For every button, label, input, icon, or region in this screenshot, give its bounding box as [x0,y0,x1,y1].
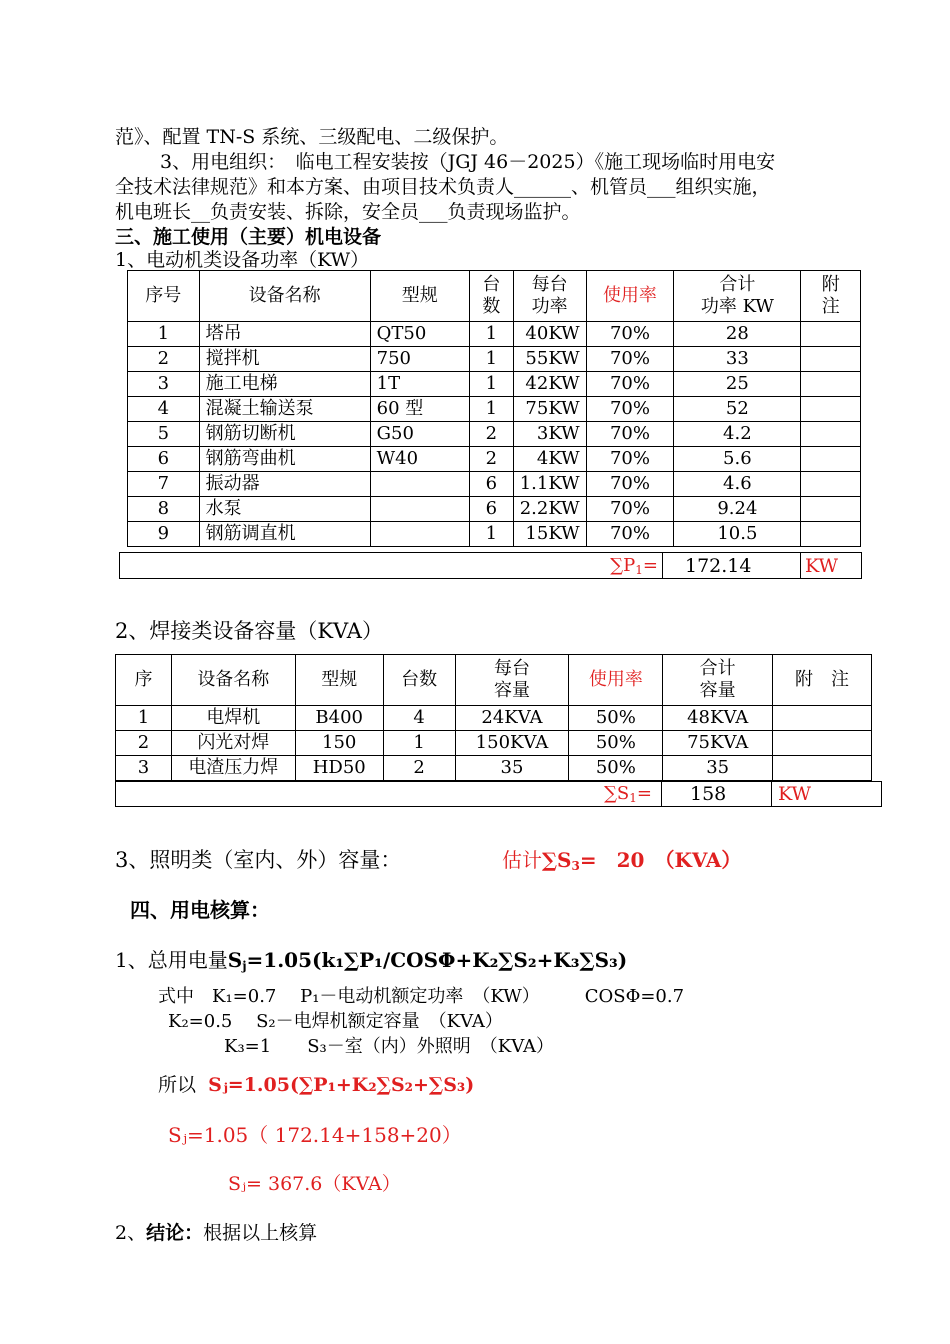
header-name: 设备名称 [171,655,295,706]
table-cell: 75KW [513,397,586,422]
table-cell: 70% [586,447,674,472]
table-cell [801,497,861,522]
intro-line-2: 3、用电组织： 临电工程安装按（JGJ 46－2025）《施工现场临时用电安 [160,151,776,173]
table-cell: 3KW [513,422,586,447]
table-cell: 电渣压力焊 [171,756,295,781]
table-cell [370,497,469,522]
table-cell: 48KVA [663,706,773,731]
header-unit-capacity: 每台 容量 [455,655,569,706]
table-cell: 52 [674,397,801,422]
table-cell: 闪光对焊 [171,731,295,756]
header-usage-rate: 使用率 [569,655,663,706]
table-row [128,422,861,447]
table-cell: 28 [674,322,801,347]
table-cell: 35 [455,756,569,781]
lighting-estimate: 估计$\sum S_3=$ 20 （KVA） [502,848,742,873]
table-cell: 1 [383,731,455,756]
table-cell: 钢筋切断机 [199,422,370,447]
table-cell: 2.2KW [513,497,586,522]
table-cell: 4 [128,397,200,422]
table-cell [801,472,861,497]
table-cell [801,372,861,397]
table2-sum-label: $\sum S_1=$ [604,783,652,805]
table-row [116,706,872,731]
where-line-1: 式中 K₁=0.7 P₁－电动机额定功率 （KW） COSΦ=0.7 [158,986,685,1007]
table-cell [801,347,861,372]
calc-line-1: Sⱼ=1.05（ 172.14+158+20） [168,1123,462,1147]
table-cell: HD50 [295,756,383,781]
table1-sum-unit: KW [805,554,839,577]
table-cell [801,447,861,472]
table-cell: 4 [383,706,455,731]
header-count: 台 数 [469,271,513,322]
table-cell: 24KVA [455,706,569,731]
table-cell: 4.6 [674,472,801,497]
table-cell: 35 [663,756,773,781]
where-line-3: K₃=1 S₃－室（内）外照明 （KVA） [224,1036,554,1057]
table-cell: 70% [586,522,674,547]
table-cell: 75KVA [663,731,773,756]
table1-sum-value: 172.14 [685,554,752,577]
table-cell: 3 [116,756,172,781]
table-cell: 1 [469,397,513,422]
table-cell: 1 [128,322,200,347]
header-index: 序 [116,655,172,706]
table-cell: G50 [370,422,469,447]
table-cell: 15KW [513,522,586,547]
table-cell: 6 [469,497,513,522]
table-cell: 50% [569,756,663,781]
table-cell: 2 [469,447,513,472]
calc-line-2: Sⱼ= 367.6（KVA） [228,1173,401,1195]
table-cell: 50% [569,731,663,756]
table2-sum-unit: KW [778,783,812,805]
header-total-power: 合计 功率 KW [674,271,801,322]
table2-caption: 2、焊接类设备容量（KVA） [115,619,383,643]
table2-sum-unit-cell [771,782,881,806]
table-cell: 搅拌机 [199,347,370,372]
lighting-label: 3、照明类（室内、外）容量： [115,848,402,872]
header-index: 序号 [128,271,200,322]
table-cell: QT50 [370,322,469,347]
table-row [116,731,872,756]
table-cell: 70% [586,497,674,522]
table-cell: 混凝土输送泵 [199,397,370,422]
table-cell: 33 [674,347,801,372]
table-cell: 1 [116,706,172,731]
header-remark: 附 注 [773,655,872,706]
table-cell [801,422,861,447]
table-cell: 7 [128,472,200,497]
table-cell: W40 [370,447,469,472]
header-name: 设备名称 [199,271,370,322]
table-cell: 1 [469,322,513,347]
table-cell: 25 [674,372,801,397]
table-cell: 4KW [513,447,586,472]
table-cell: 40KW [513,322,586,347]
table-cell: 钢筋弯曲机 [199,447,370,472]
table-cell: 5 [128,422,200,447]
table-cell: 1 [469,372,513,397]
table1-caption: 1、电动机类设备功率（KW） [115,249,370,271]
table-cell: 8 [128,497,200,522]
table-cell: 70% [586,472,674,497]
table-cell: 60 型 [370,397,469,422]
table-cell: 钢筋调直机 [199,522,370,547]
table-cell [801,397,861,422]
table-cell: 150 [295,731,383,756]
table1-header-row [128,271,861,322]
table-cell: 6 [469,472,513,497]
header-model: 型规 [295,655,383,706]
table-cell: 5.6 [674,447,801,472]
table-row [128,522,861,547]
table-row [128,322,861,347]
table-row [128,497,861,522]
table-cell: 9 [128,522,200,547]
table-cell [370,522,469,547]
table-cell: 塔吊 [199,322,370,347]
table-cell [370,472,469,497]
table-cell: B400 [295,706,383,731]
table1-sum-unit-cell [800,553,861,578]
table-cell: 55KW [513,347,586,372]
table-cell: 振动器 [199,472,370,497]
header-unit-power: 每台 功率 [513,271,586,322]
table-row [128,372,861,397]
table1-sum-value-cell [662,553,801,578]
table-row [128,472,861,497]
table2-sum-row [115,781,882,807]
table-row [128,347,861,372]
table-cell: 2 [383,756,455,781]
table1-sum-row [119,552,862,579]
header-remark: 附 注 [801,271,861,322]
welding-equipment-table [115,654,872,781]
table-cell: 1 [469,522,513,547]
table-row [128,447,861,472]
table-cell: 1 [469,347,513,372]
table-cell: 2 [469,422,513,447]
table-cell: 2 [128,347,200,372]
table-cell: 1T [370,372,469,397]
table-cell [773,706,872,731]
total-formula: 1、总用电量$S_j=1.05(k_1\sum P_1/COS\Phi+K_2\sum S_2+K_3\sum S_3)$ [115,948,628,973]
table-cell: 70% [586,372,674,397]
table1-sum-label: $\sum P_1=$ [610,555,658,577]
table-cell: 施工电梯 [199,372,370,397]
table-cell [773,756,872,781]
section-3-heading: 三、施工使用（主要）机电设备 [115,226,382,248]
section-4-heading: 四、用电核算： [130,898,270,922]
table-cell: 50% [569,706,663,731]
table-cell: 750 [370,347,469,372]
table2-sum-value: 158 [690,783,727,805]
table-cell: 70% [586,347,674,372]
header-model: 型规 [370,271,469,322]
table-cell: 1.1KW [513,472,586,497]
table-cell: 10.5 [674,522,801,547]
table-cell [801,522,861,547]
table-row [128,397,861,422]
table-cell [773,731,872,756]
table-cell [801,322,861,347]
table-cell: 150KVA [455,731,569,756]
table-row [116,756,872,781]
table-cell: 42KW [513,372,586,397]
table-cell: 70% [586,397,674,422]
header-count: 台数 [383,655,455,706]
header-usage-rate: 使用率 [586,271,674,322]
table-cell: 6 [128,447,200,472]
header-total-capacity: 合计 容量 [663,655,773,706]
so-formula: 所以 Sⱼ=1.05(∑P₁+K₂∑S₂+∑S₃) [158,1074,475,1096]
intro-line-1: 范》、配置 TN-S 系统、三级配电、二级保护。 [115,126,509,148]
table2-header-row [116,655,872,706]
table-cell: 70% [586,322,674,347]
intro-line-4: 机电班长__负责安装、拆除，安全员___负责现场监护。 [115,201,581,223]
table-cell: 电焊机 [171,706,295,731]
where-line-2: K₂=0.5 S₂－电焊机额定容量 （KVA） [168,1011,503,1032]
table2-sum-value-cell [661,782,772,806]
table-cell: 2 [116,731,172,756]
table-cell: 4.2 [674,422,801,447]
intro-line-3: 全技术法律规范》和本方案、由项目技术负责人______、机管员___组织实施， [115,176,771,198]
table-cell: 水泵 [199,497,370,522]
table-cell: 70% [586,422,674,447]
table-cell: 9.24 [674,497,801,522]
conclusion: 2、结论：根据以上核算 [115,1222,318,1244]
table-cell: 3 [128,372,200,397]
motor-equipment-table [127,270,861,547]
